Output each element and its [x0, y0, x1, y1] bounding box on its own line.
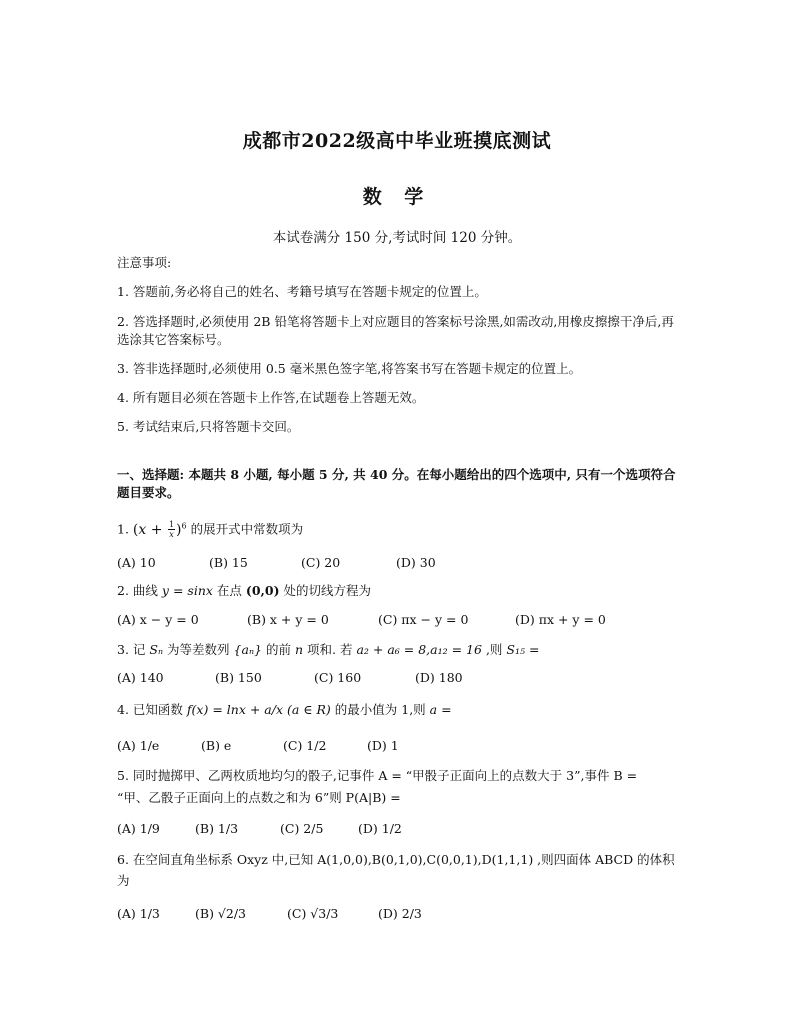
q2-point: (0,0)	[245, 583, 280, 598]
note-item-4: 4. 所有题目必须在答题卡上作答,在试题卷上答题无效。	[117, 390, 425, 405]
option-a: (A) 1/3	[117, 906, 160, 921]
q4-options	[117, 738, 677, 758]
option-d: (D) 1/2	[358, 821, 402, 836]
note-item-3: 3. 答非选择题时,必须使用 0.5 毫米黑色签字笔,将答案书写在答题卡规定的位置上。	[117, 361, 582, 376]
question-text: 处的切线方程为	[283, 583, 371, 598]
q4-ask: a =	[429, 702, 452, 717]
question-4	[117, 701, 452, 719]
q4-expression: f(x) = lnx + a/x (a ∈ R)	[186, 702, 331, 717]
option-d: (D) 2/3	[378, 906, 422, 921]
option-c: (C) πx − y = 0	[378, 612, 469, 627]
option-b: (B) x + y = 0	[247, 612, 329, 627]
option-a: (A) x − y = 0	[117, 612, 199, 627]
option-b: (B) 150	[215, 670, 262, 685]
question-text: 记	[132, 642, 146, 657]
note-item-2: 2. 答选择题时,必须使用 2B 铅笔将答题卡上对应题目的答案标号涂黑,如需改动,用橡皮擦擦干净后,再选涂其它答案标号。	[117, 314, 674, 347]
question-5-line-1: 5. 同时抛掷甲、乙两枚质地均匀的骰子,记事件 A = “甲骰子正面向上的点数大于 3”,事件 B =	[117, 768, 638, 783]
question-text: 已知函数	[132, 702, 183, 717]
option-b: (B) 1/3	[195, 821, 239, 836]
question-number: 4.	[117, 702, 129, 717]
option-d: (D) 30	[396, 555, 436, 570]
option-b: (B) 15	[209, 555, 248, 570]
question-text: 曲线	[132, 583, 158, 598]
exam-subject: 数 学	[362, 186, 432, 208]
q2-options	[117, 612, 677, 632]
option-c: (C) 1/2	[283, 738, 327, 753]
option-b: (B) e	[201, 738, 232, 753]
question-text: 的展开式中常数项为	[190, 521, 304, 537]
option-c: (C) 2/5	[280, 821, 324, 836]
question-text: 为等差数列	[167, 642, 230, 657]
q1-expression: (x + $\frac{1}{x}$ )$^6$	[132, 520, 187, 540]
option-d: (D) 180	[415, 670, 463, 685]
exam-intro: 本试卷满分 150 分,考试时间 120 分钟。	[272, 230, 522, 246]
question-text: 项和. 若	[307, 642, 353, 657]
option-d: (D) 1	[367, 738, 399, 753]
option-a: (A) 140	[117, 670, 164, 685]
question-number: 3.	[117, 642, 129, 657]
option-c: (C) 20	[301, 555, 341, 570]
question-5-line-2: “甲、乙骰子正面向上的点数之和为 6”则 P(A|B) =	[117, 790, 401, 805]
question-3	[117, 641, 539, 659]
q5-options	[117, 821, 677, 841]
question-number: 1.	[117, 521, 129, 537]
question-text: 的前	[265, 642, 291, 657]
question-2	[117, 582, 371, 600]
section-heading: 一、选择题: 本题共 8 小题, 每小题 5 分, 共 40 分。在每小题给出的四个选项中, 只有一个选项符合题目要求。	[117, 467, 676, 500]
notes-heading: 注意事项:	[117, 255, 172, 270]
note-item-1: 1. 答题前,务必将自己的姓名、考籍号填写在答题卡规定的位置上。	[117, 284, 487, 299]
q3-ask: S₁₅ =	[506, 642, 540, 657]
question-6-line-2: 为	[117, 873, 130, 888]
q3-n: n	[294, 642, 304, 657]
question-6-line-1: 6. 在空间直角坐标系 Oxyz 中,已知 A(1,0,0),B(0,1,0),C(0,0,1),D(1,1,1) ,则四面体 ABCD 的体积	[117, 852, 675, 867]
q3-an: {aₙ}	[233, 642, 262, 657]
q1-options	[117, 555, 677, 575]
q3-condition: a₂ + a₆ = 8,a₁₂ = 16	[356, 642, 482, 657]
question-text: 在点	[216, 583, 242, 598]
q3-options	[117, 670, 677, 690]
question-text: ,则	[485, 642, 503, 657]
option-a: (A) 1/9	[117, 821, 160, 836]
question-number: 2.	[117, 583, 129, 598]
option-a: (A) 10	[117, 555, 156, 570]
question-text: 的最小值为 1,则	[334, 702, 426, 717]
option-a: (A) 1/e	[117, 738, 160, 753]
q6-options	[117, 906, 677, 926]
question-1	[117, 517, 303, 539]
q2-expression: y = sinx	[161, 583, 213, 598]
option-b: (B) √2/3	[195, 906, 246, 921]
option-c: (C) √3/3	[287, 906, 339, 921]
q3-sn: Sₙ	[149, 642, 164, 657]
option-c: (C) 160	[314, 670, 362, 685]
exam-title: 成都市2022级高中毕业班摸底测试	[242, 130, 552, 152]
note-item-5: 5. 考试结束后,只将答题卡交回。	[117, 419, 300, 434]
option-d: (D) πx + y = 0	[515, 612, 606, 627]
